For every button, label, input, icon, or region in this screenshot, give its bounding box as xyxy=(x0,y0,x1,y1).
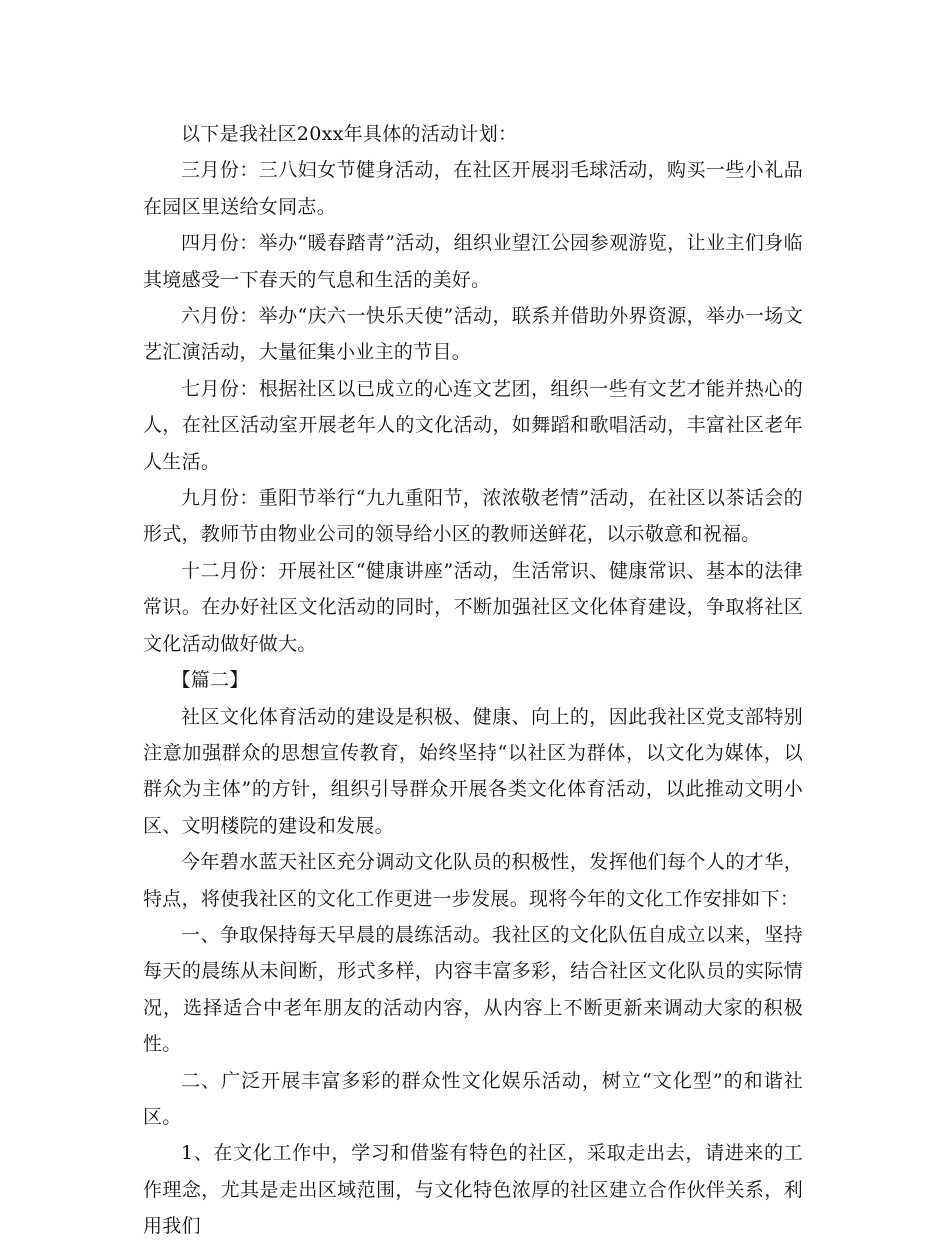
paragraph-september: 九月份：重阳节举行“九九重阳节，浓浓敬老情”活动，在社区以茶话会的形式，教师节由物业公司的领导给小区的教师送鲜花，以示敬意和祝福。 xyxy=(143,487,803,546)
paragraph-item-1: 一、争取保持每天早晨的晨练活动。我社区的文化队伍自成立以来，坚持每天的晨练从未间断，形式多样，内容丰富多彩，结合社区文化队员的实际情况，选择适合中老年朋友的活动内容，从内容上不断更新来调动大家的积极性。 xyxy=(143,923,803,1056)
document-body xyxy=(143,116,803,1245)
paragraph-july: 七月份：根据社区以已成立的心连文艺团，组织一些有文艺才能并热心的人，在社区活动室开展老年人的文化活动，如舞蹈和歌唱活动，丰富社区老年人生活。 xyxy=(143,377,803,473)
paragraph-march: 三月份：三八妇女节健身活动，在社区开展羽毛球活动，购买一些小礼品在园区里送给女同志。 xyxy=(143,159,803,218)
paragraph-intro: 以下是我社区20xx年具体的活动计划： xyxy=(181,123,518,145)
paragraph-item-2: 二、广泛开展丰富多彩的群众性文化娱乐活动，树立“文化型”的和谐社区。 xyxy=(143,1069,803,1128)
paragraph-subitem-1: 1、在文化工作中，学习和借鉴有特色的社区，采取走出去，请进来的工作理念，尤其是走出区域范围，与文化特色浓厚的社区建立合作伙伴关系，利用我们 xyxy=(143,1142,803,1238)
paragraph-december: 十二月份：开展社区“健康讲座”活动，生活常识、健康常识、基本的法律常识。在办好社区文化活动的同时，不断加强社区文化体育建设，争取将社区文化活动做好做大。 xyxy=(143,559,803,655)
paragraph-section2-intro: 社区文化体育活动的建设是积极、健康、向上的，因此我社区党支部特别注意加强群众的思想宣传教育，始终坚持“以社区为群体，以文化为媒体，以群众为主体”的方针，组织引导群众开展各类文化体育活动，以此推动文明小区、文明楼院的建设和发展。 xyxy=(143,705,803,837)
paragraph-april: 四月份：举办“暖春踏青”活动，组织业望江公园参观游览，让业主们身临其境感受一下春天的气息和生活的美好。 xyxy=(143,232,803,291)
paragraph-section2-plan: 今年碧水蓝天社区充分调动文化队员的积极性，发挥他们每个人的才华，特点，将使我社区的文化工作更进一步发展。现将今年的文化工作安排如下： xyxy=(143,851,803,910)
paragraph-june: 六月份：举办“庆六一快乐天使”活动，联系并借助外界资源，举办一场文艺汇演活动，大量征集小业主的节目。 xyxy=(143,305,803,364)
section-heading: 【篇二】 xyxy=(171,669,249,692)
